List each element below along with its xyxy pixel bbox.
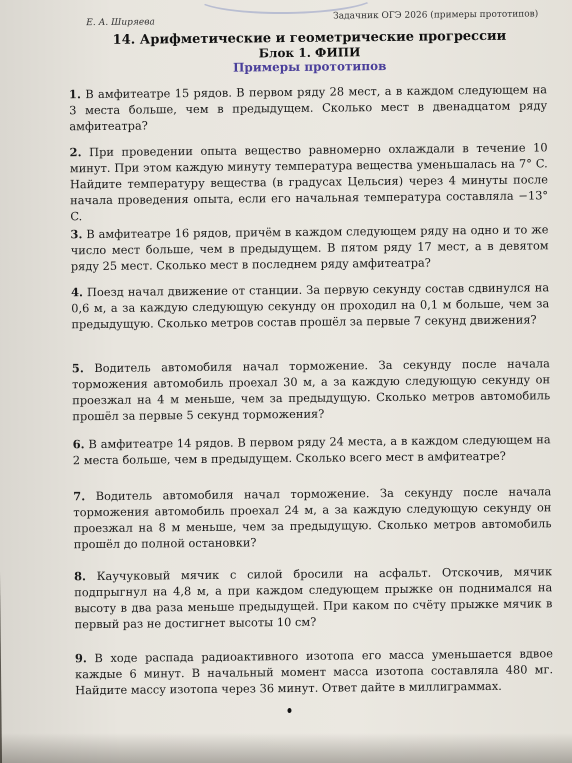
task-9 [75, 645, 553, 698]
block-subtitle: Блок 1. ФИПИ [258, 45, 361, 61]
task-number: 8. [73, 569, 87, 584]
task-8 [74, 563, 553, 632]
prototypes-heading: Примеры прототипов [232, 58, 387, 75]
task-4 [71, 279, 549, 332]
task-text: При проведении опыта вещество равномерно охлаждали в течение 10 минут. При этом каждую минуту температура вещества уменьшалась на 7° C. Найдите температуру вещества (в градусах Цельсия) через 4 минуты после начала проведения опыта, если его начальная температура составляла −13° C. [69, 140, 549, 224]
task-6 [73, 431, 551, 468]
task-7 [73, 483, 552, 552]
task-text: В амфитеатре 15 рядов. В первом ряду 28 мест, а в каждом следующем на 3 места больше, чем в предыдущем. Сколько мест в двенадцатом ряду амфитеатра? [69, 82, 548, 134]
task-number: 7. [73, 489, 86, 504]
task-number: 1. [68, 87, 81, 102]
task-1 [69, 81, 547, 134]
task-text: В амфитеатре 14 рядов. В первом ряду 24 места, а в каждом следующем на 2 места больше, чем в предыдущем. Сколько всего мест в амфитеатре? [72, 432, 551, 468]
task-2 [70, 139, 549, 224]
bottom-shadow [0, 733, 572, 763]
task-3 [70, 221, 548, 274]
task-number: 6. [72, 437, 85, 452]
task-number: 4. [71, 285, 84, 300]
title-block [54, 29, 564, 76]
author-header: Е. А. Ширяева [86, 17, 155, 29]
task-text: В амфитеатре 16 рядов, причём в каждом следующем ряду на одно и то же число мест больше, чем в предыдущем. В пятом ряду 17 мест, а в девятом ряду 25 мест. Сколько мест в последнем ряду амфитеатра? [70, 222, 549, 274]
task-text: В ходе распада радиоактивного изотопа его масса уменьшается вдвое каждые 6 минут. В начальный момент масса изотопа составляла 480 мг. Найдите массу изотопа через 36 минут. Ответ дайте в миллиграммах. [75, 646, 554, 698]
task-text: Каучуковый мячик с силой бросили на асфальт. Отскочив, мячик подпрыгнул на 4,8 м, а при каждом следующем прыжке он поднимался на высоту в два раза меньше предыдущей. При каком по счёту прыжке мячик в первый раз не достигнет высоты 10 см? [74, 564, 553, 632]
task-number: 5. [71, 361, 84, 376]
task-text: Водитель автомобиля начал торможение. За секунду после начала торможения автомобиль проехал 30 м, а за каждую следующую секунду он проезжал на 4 м меньше, чем за предыдущую. Сколько метров автомобиль прошёл за первые 5 секунд торможения? [71, 356, 551, 424]
task-number: 9. [74, 651, 87, 666]
task-text: Поезд начал движение от станции. За первую секунду состав сдвинулся на 0,6 м, а за каждую следующую секунду он проходил на 0,1 м больше, чем за предыдущую. Сколько метров состав прошёл за первые 7 секунд движения? [71, 280, 550, 332]
task-text: Водитель автомобиля начал торможение. За секунду после начала торможения автомобиль проехал 24 м, а за каждую следующую секунду он проезжал на 8 м меньше, чем за предыдущую. Сколько метров автомобиль прошёл до полной остановки? [73, 484, 552, 552]
task-5 [72, 355, 551, 424]
ink-dot [287, 708, 291, 713]
book-header: Задачник ОГЭ 2026 (примеры прототипов) [333, 9, 539, 22]
task-number: 2. [69, 145, 82, 160]
page-title: 14. Арифметические и геометрические прогрессии [112, 28, 507, 48]
task-number: 3. [70, 227, 83, 242]
